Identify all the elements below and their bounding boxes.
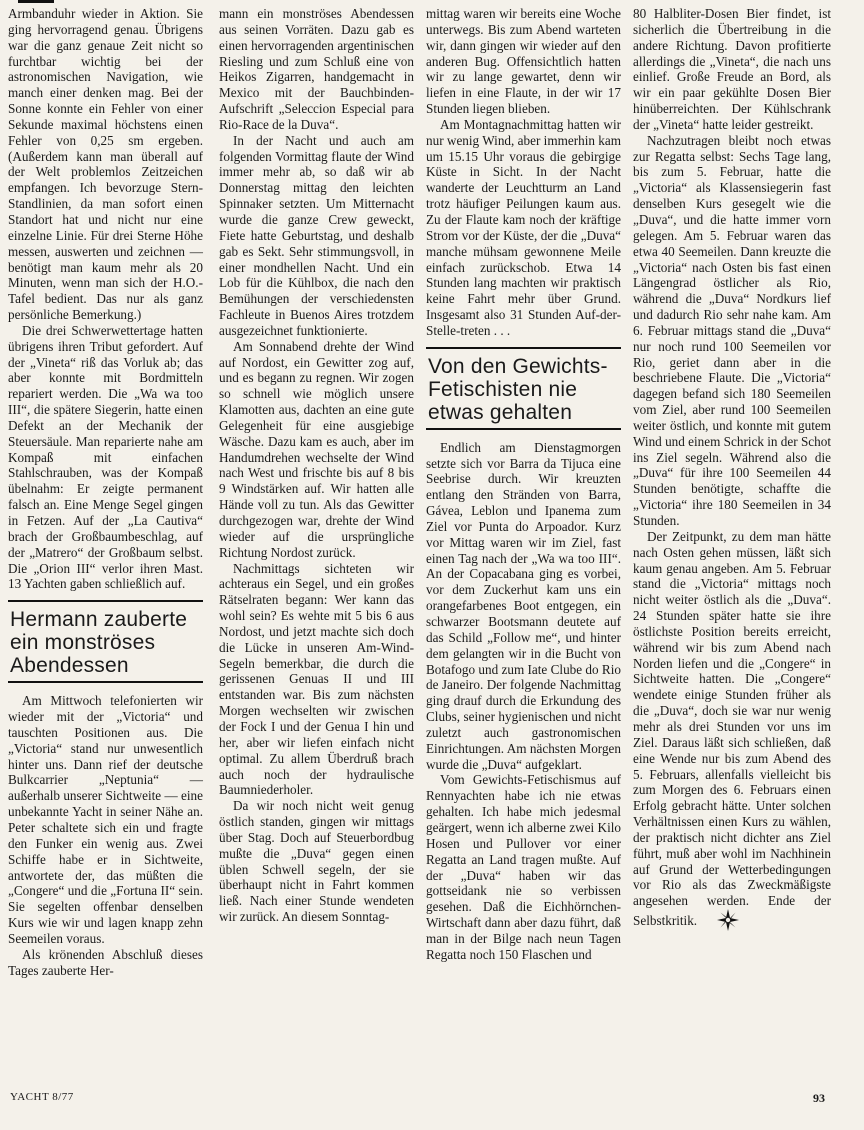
column-1 (8, 6, 203, 978)
paragraph: Armbanduhr wieder in Aktion. Sie ging hervorragend genau. Übrigens war die ganz genaue Zeit nicht so furchtbar wichtig bei der astronomischen Navigation, wie manch einer denken mag. Bei der Sonne konnte ein Fehler von einer Sekunde maximal höchstens einen Fehler von 0,25 sm ergeben. (Außerdem kann man überall auf der Welt problemlos Zeitzeichen empfangen. Ich bevorzuge Stern-Standlinien, da man sofort einen Standort hat und nicht nur eine einzelne Linie. Für drei Sterne Höhe messen, auswerten und zeichnen — benötigt man kaum mehr als 20 Minuten, wenn man sich der H.O.-Tafel bedient. Das nur als ganz persönliche Bemerkung.) (8, 6, 203, 323)
paragraph: Die drei Schwerwettertage hatten übrigens ihren Tribut gefordert. Auf der „Vineta“ riß das Vorluk ab; das aber konnte mit Bordmitteln repariert werden. Die „Wa wa too III“, die spätere Siegerin, hatte einen Defekt an der Mechanik der Steuersäule. Man reparierte nahe am Kompaß mit einfachen Stahlschrauben, was der Kompaß übelnahm: Er zeigte permanent falsch an. Eine Menge Segel gingen in Fetzen. Auf der „La Cautiva“ brach der Großbaumbeschlag, auf der „Matrero“ der Großbaum selbst. Die „Orion III“ verlor ihren Mast. 13 Yachten gaben schließlich auf. (8, 322, 203, 592)
paragraph: Als krönenden Abschluß dieses Tages zauberte Her- (8, 946, 203, 978)
section-heading: Hermann zauberte ein monströses Abendessen (8, 600, 203, 683)
paragraph: Am Montagnachmittag hatten wir nur wenig Wind, aber immerhin kam um 15.15 Uhr voraus die gebirgige Küste in Sicht. In der Nacht wanderte der Leuchtturm an Land trotz häufiger Peilungen kaum aus. Zu der Flaute kam noch der kräftige Strom vor der Küste, der die „Duva“ manche mühsam gewonnene Meile einfach zurückschob. Etwa 14 Stunden lang machten wir praktisch keine Fahrt mehr über Grund. Insgesamt also 31 Stunden Auf-der-Stelle-treten . . . (426, 116, 621, 338)
paragraph: Am Sonnabend drehte der Wind auf Nordost, ein Gewitter zog auf, und es begann zu regnen. Wir zogen so schnell wie möglich unsere Klamotten aus, dachten an eine gute Gelegenheit für eine ausgiebige Wäsche. Dazu kam es auch, aber im Handumdrehen wechselte der Wind nach West und frischte bis auf 8 bis 9 Windstärken auf. Wir hatten alle Hände voll zu tun. Als das Gewitter durchgezogen war, drehte der Wind wieder auf die ursprüngliche Richtung Nordost zurück. (219, 338, 414, 560)
paragraph: Da wir noch nicht weit genug östlich standen, gingen wir mittags über Stag. Doch auf Steuerbordbug mußte die „Duva“ gegen einen üblen Schwell segeln, der sie überhaupt nicht in Fahrt kommen ließ. Nach einer Stunde wendeten wir zurück. An diesem Sonntag- (219, 798, 414, 925)
column-2 (219, 6, 414, 925)
paragraph: Nachmittags sichteten wir achteraus ein Segel, und ein großes Rätselraten begann: Wer kann das wohl sein? Es wehte mit 5 bis 6 aus Nordost, und jetzt machte sich doch die Lücke in unseren Am-Wind-Segeln bemerkbar, die durch die gerissenen Genuas II und III entstanden war. Bis zum nächsten Morgen wechselten wir zwischen der Fock I und der Genua I hin und her, aber wir liefen einfach nicht optimal. Zu allem Überdruß brach auch noch der hydraulische Baumniederholer. (219, 560, 414, 798)
compass-star-icon (703, 909, 739, 935)
column-4 (633, 6, 831, 935)
paragraph: Am Mittwoch telefonierten wir wieder mit der „Victoria“ und tauschten Positionen aus. Die „Victoria“ stand nur unwesentlich hinter uns. Dann rief der deutsche Bulkcarrier „Neptunia“ — außerhalb unserer Sichtweite — eine unbekannte Yacht in seiner Nähe an. Peter schaltete sich ein und fragte den Funker ein wenig aus. Zwei Schiffe habe er in Sichtweite, antwortete der, das müßten die „Congere“ und die „Fortuna II“ sein. Sie segelten offenbar denselben Kurs wie wir und lagen knapp zehn Seemeilen voraus. (8, 693, 203, 946)
paragraph-text: Der Zeitpunkt, zu dem man hätte nach Osten gehen müssen, läßt sich kaum genau angeben. Am 5. Februar stand die „Victoria“ mittags noch nicht weiter östlich als die „Duva“. 24 Stunden später hatte sie ihre östlichste Position bereits erreicht, während wir bis zum Abend nach Norden liefen und die „Congere“ in Sichtweite hatten. Die „Congere“ wendete einige Stunden früher als die „Duva“, doch sie war nur wenig mehr als drei Stunden vor uns im Ziel. Daraus läßt sich schließen, daß eine Wende nur bis zum Abend des 5. Februars, allenfalls vielleicht bis zum Morgen des 6. Februars einen Erfolg gebracht hätte. Unter solchen Verhältnissen einen Kurs zu wählen, der praktisch nicht dichter ans Ziel führt, muß aber wohl im Nachhinein auf Grund der Wetterbedingungen vor Rio als das Zweckmäßigste angesehen werden. Ende der Selbstkritik. (633, 528, 831, 929)
paragraph (633, 529, 831, 935)
page-number: 93 (813, 1091, 825, 1105)
paragraph: Endlich am Dienstagmorgen setzte sich vor Barra da Tijuca eine Seebrise durch. Wir kreuzten entlang den Stränden von Barra, Gávea, Leblon und Ipanema zum Ziel vor Punta do Arpoador. Kurz vor Mittag waren wir im Ziel, fast einen Tag nach der „Wa wa too III“. An der Copacabana ging es vorbei, vor dem Zuckerhut kam uns ein orangefarbenes Boot entgegen, ein schwarzer Bootsmann deutete auf das Schild „Follow me“, und hinter dem gelangten wir in die Bucht von Botafogo und zum Iate Clube do Rio de Janeiro. Der folgende Nachmittag ging drauf durch die Erkundung des Clubs, seiner hygienischen und nicht zuletzt auch gastronomischen Einrichtungen. Am nächsten Morgen wurde die „Duva“ aufgeklart. (426, 439, 621, 772)
section-heading: Von den Gewichts-Fetischisten nie etwas gehalten (426, 347, 621, 430)
paragraph: In der Nacht und auch am folgenden Vormittag flaute der Wind immer mehr ab, so daß wir ab Donnerstag mittag den leichten Spinnaker setzten. Um Mitternacht wurde die ganze Crew geweckt, Fiete hatte Geburtstag, und deshalb gab es Sekt. Sehr stimmungsvoll, in einer mondhellen Nacht. Und ein Lob für die Kühlbox, die nach den Bemühungen der verschiedensten Fachleute in Buenos Aires trotzdem ausgezeichnet funktionierte. (219, 132, 414, 338)
paragraph: Vom Gewichts-Fetischismus auf Rennyachten habe ich nie etwas gehalten. Ich habe mich jedesmal geärgert, wenn ich alberne zwei Kilo Hosen und Pullover vor einer Regatta an Land tragen mußte. Auf der „Duva“ haben wir das gottseidank nie so verbissen gesehen. Daß die Eichhörnchen-Wirtschaft dann aber dazu führt, daß man in der Bilge nach neun Tagen Regatta noch 150 Flaschen und (426, 772, 621, 962)
magazine-issue: YACHT 8/77 (10, 1091, 74, 1103)
column-3 (426, 6, 621, 963)
top-rule (18, 0, 54, 3)
paragraph: mittag waren wir bereits eine Woche unterwegs. Bis zum Abend warteten wir, dann gingen wir wieder auf den anderen Bug. Offensichtlich hatten wir zu lange gewartet, denn wir liefen in eine Flaute, in der wir 17 Stunden liegen blieben. (426, 6, 621, 117)
paragraph: Nachzutragen bleibt noch etwas zur Regatta selbst: Sechs Tage lang, bis zum 5. Februar, hatte die „Victoria“ als Klassensiegerin fast denselben Kurs gesegelt wie die „Duva“, und die hatte immer vorn gelegen. Am 5. Februar waren das etwa 40 Seemeilen. Dann kreuzte die „Victoria“ nach Osten bis fast einen Längengrad östlicher als Rio, während die „Duva“ Nordkurs lief und dadurch Rio sehr nahe kam. Am 6. Februar mittags stand die „Duva“ nur noch rund 100 Seemeilen vor Rio, geriet dann aber in die beschriebene Flaute. Die „Victoria“ dagegen befand sich 180 Seemeilen vom Ziel, aber rund 100 Seemeilen weiter östlich, und konnte mit gutem Wind und einem Schrick in der Schot ins Ziel segeln. Während also die „Duva“ für ihre 100 Seemeilen 44 Stunden benötigte, schaffte die „Victoria“ ihre 180 Seemeilen in 34 Stunden. (633, 132, 831, 528)
paragraph: 80 Halbliter-Dosen Bier findet, ist sicherlich die Übertreibung in die andere Richtung. Davon profitierte allerdings die „Vineta“, die nach uns einlief. Große Freude an Bord, als wir ein paar gekühlte Dosen Bier hinüberreichten. Der Kühlschrank der „Vineta“ hatte leider gestreikt. (633, 6, 831, 132)
paragraph: mann ein monströses Abendessen aus seinen Vorräten. Dazu gab es einen hervorragenden argentinischen Riesling und zum Schluß eine von Heikos Zigarren, handgemacht in Mexico mit der Bauchbinden-Aufschrift „Seleccion Especial para Rio-Race de la Duva“. (219, 6, 414, 132)
